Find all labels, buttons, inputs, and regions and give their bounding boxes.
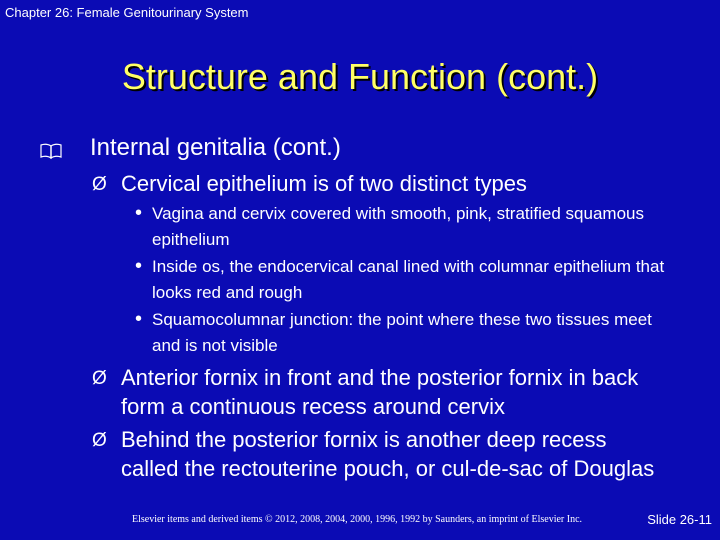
level2-item: Behind the posterior fornix is another deep recess called the rectouterine pouch, or cul-de-sac of Douglas xyxy=(121,427,655,481)
arrow-bullet-icon: Ø xyxy=(92,430,107,451)
dot-bullet-icon: • xyxy=(135,202,143,224)
dot-bullet-icon: • xyxy=(135,308,143,330)
level1-item: Internal genitalia (cont.) xyxy=(90,134,341,161)
level2-item: Cervical epithelium is of two distinct types xyxy=(121,171,527,196)
level3-item: Vagina and cervix covered with smooth, pink, stratified squamous epithelium xyxy=(152,204,644,249)
slide-title: Structure and Function (cont.) xyxy=(121,56,599,97)
dot-bullet-icon: • xyxy=(135,255,143,277)
level2-item: Anterior fornix in front and the posterior fornix in back form a continuous recess around cervix xyxy=(121,365,639,419)
copyright-footer: Elsevier items and derived items © 2012, 2008, 2004, 2000, 1996, 1992 by Saunders, an imprint of Elsevier Inc. xyxy=(132,514,583,525)
book-icon xyxy=(40,143,62,159)
arrow-bullet-icon: Ø xyxy=(92,174,107,195)
arrow-bullet-icon: Ø xyxy=(92,368,107,389)
slide-number: Slide 26-11 xyxy=(647,512,712,527)
level3-item: Inside os, the endocervical canal lined with columnar epithelium that looks red and rough xyxy=(152,257,665,302)
chapter-header: Chapter 26: Female Genitourinary System xyxy=(5,5,249,20)
level3-item: Squamocolumnar junction: the point where these two tissues meet and is not visible xyxy=(152,310,652,355)
